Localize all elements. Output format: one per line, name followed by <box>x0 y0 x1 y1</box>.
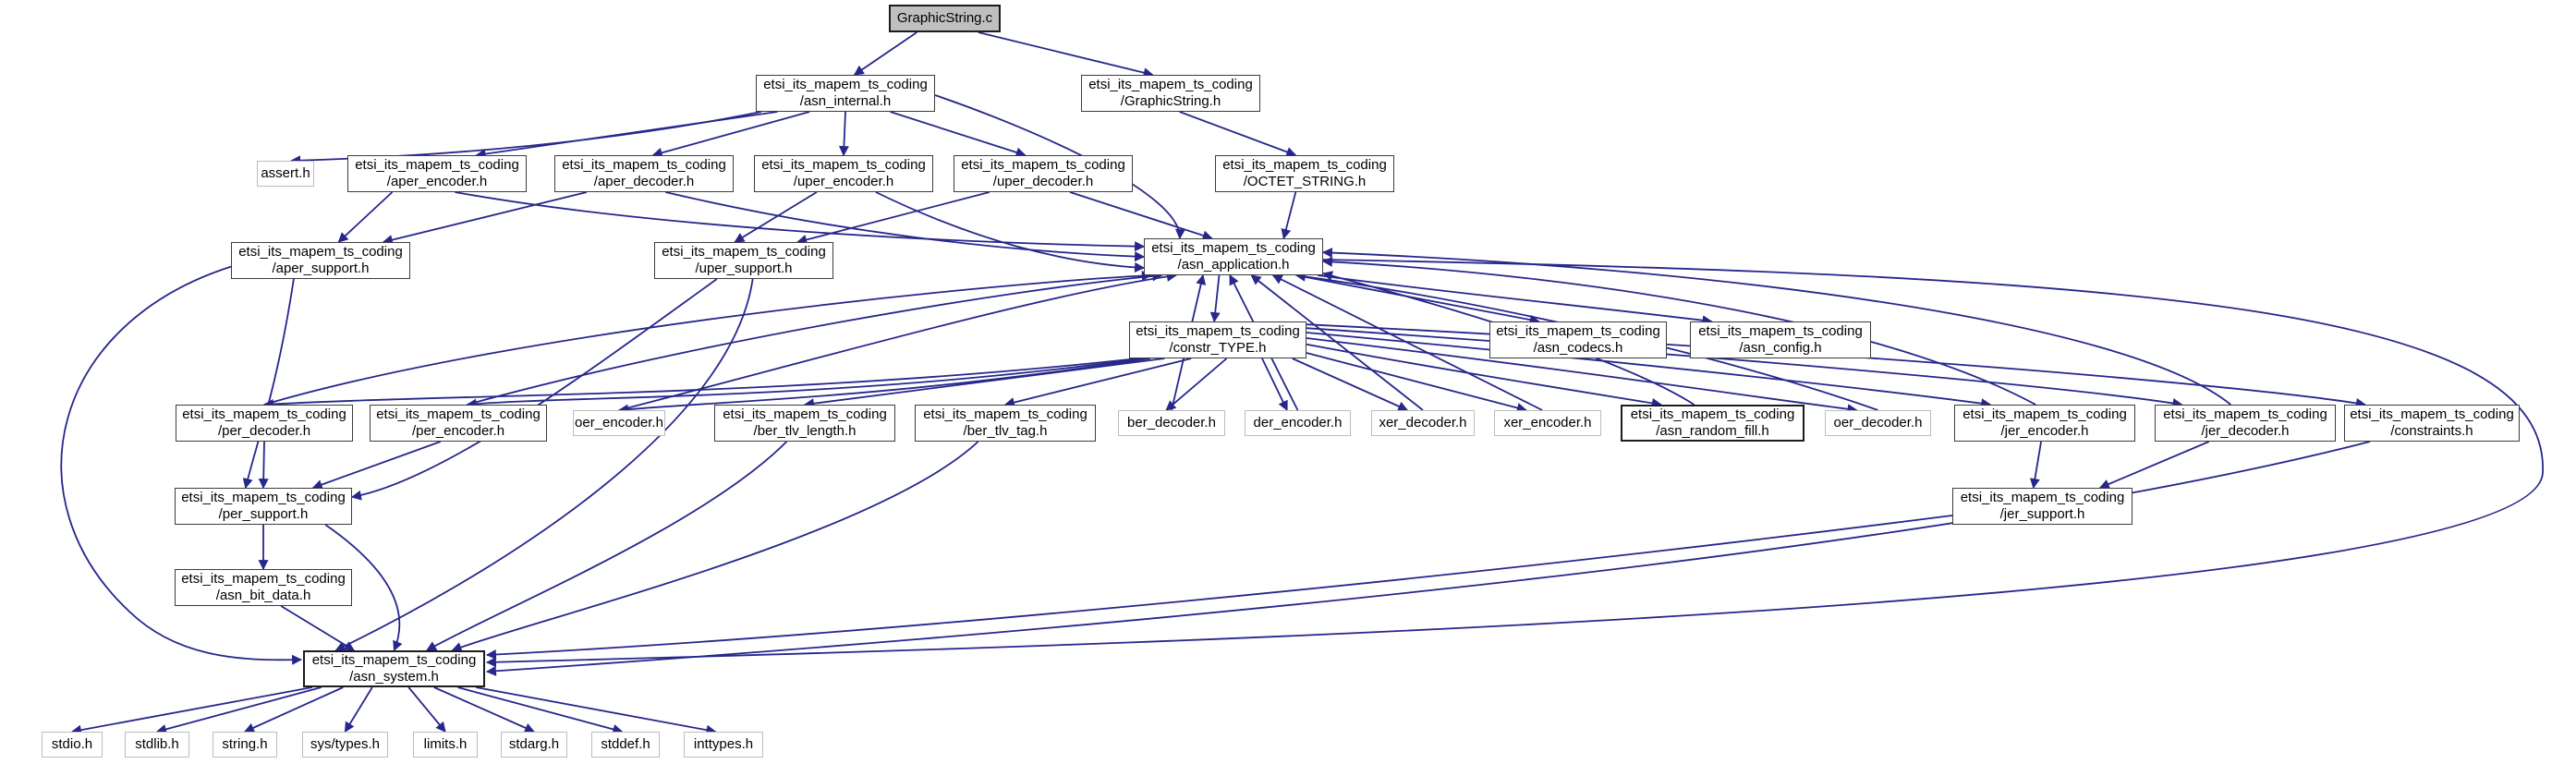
node-label-line1: etsi_its_mapem_ts_coding <box>238 244 403 260</box>
node-asn_system[interactable] <box>303 650 485 687</box>
node-label-line1: etsi_its_mapem_ts_coding <box>961 157 1125 173</box>
edge-per_decoder-to-asn_application <box>264 275 1151 405</box>
node-asn_codecs[interactable] <box>1489 321 1667 358</box>
node-ber_tlv_tag[interactable] <box>915 405 1096 442</box>
node-label-line2: /asn_random_fill.h <box>1656 423 1769 439</box>
node-label-line2: /ber_tlv_tag.h <box>963 423 1048 439</box>
node-label-line2: /asn_internal.h <box>799 93 892 109</box>
node-label-line1: xer_decoder.h <box>1379 415 1467 431</box>
node-label-line1: stdarg.h <box>508 736 560 752</box>
edge-uper_decoder-to-asn_application <box>1070 192 1212 238</box>
edge-uper_support-to-per_support <box>352 279 717 497</box>
edge-asn_system-to-limits <box>408 687 445 732</box>
edge-aper_encoder-to-aper_support <box>338 192 392 242</box>
node-per_support[interactable] <box>175 488 352 525</box>
node-xer_encoder[interactable] <box>1494 410 1601 436</box>
node-label-line1: etsi_its_mapem_ts_coding <box>562 157 726 173</box>
node-label-line1: etsi_its_mapem_ts_coding <box>1630 406 1795 422</box>
node-label-line1: sys/types.h <box>310 736 381 752</box>
node-stdlib[interactable] <box>125 732 189 758</box>
node-string_h[interactable] <box>213 732 277 758</box>
edge-per_encoder-to-per_support <box>313 442 441 488</box>
edge-uper_encoder-to-uper_support <box>735 192 817 242</box>
node-oer_encoder[interactable] <box>573 410 665 436</box>
node-label-line2: /jer_support.h <box>1999 506 2085 522</box>
node-label-line1: xer_encoder.h <box>1503 415 1592 431</box>
edge-asn_system-to-sys_types <box>346 687 372 732</box>
node-label-line2: /uper_decoder.h <box>992 174 1094 189</box>
node-label-line2: /ber_tlv_length.h <box>753 423 857 439</box>
edge-constr_type-to-per_decoder <box>264 358 1138 405</box>
edge-graphicstring_c-to-asn_internal <box>855 32 917 75</box>
node-label-line1: etsi_its_mapem_ts_coding <box>311 652 477 668</box>
node-label-line2: /aper_encoder.h <box>386 174 488 189</box>
node-octet_string[interactable] <box>1215 155 1394 192</box>
node-label-line1: etsi_its_mapem_ts_coding <box>1222 157 1387 173</box>
node-sys_types[interactable] <box>302 732 388 758</box>
node-stddef[interactable] <box>591 732 660 758</box>
node-ber_decoder[interactable] <box>1118 410 1225 436</box>
node-ber_tlv_length[interactable] <box>714 405 895 442</box>
node-label-line1: stddef.h <box>601 736 650 752</box>
edge-aper_support-to-per_support <box>246 279 294 488</box>
node-label-line1: etsi_its_mapem_ts_coding <box>761 157 926 173</box>
node-graphicstring_c[interactable] <box>889 5 1001 32</box>
node-inttypes[interactable] <box>684 732 763 758</box>
node-label-line1: etsi_its_mapem_ts_coding <box>923 406 1088 422</box>
node-label-line1: assert.h <box>261 165 310 181</box>
node-label-line1: der_encoder.h <box>1253 415 1343 431</box>
edge-ber_tlv_length-to-asn_system <box>427 442 786 650</box>
node-label-line1: etsi_its_mapem_ts_coding <box>181 490 346 505</box>
node-label-line1: etsi_its_mapem_ts_coding <box>376 406 541 422</box>
node-label-line2: /GraphicString.h <box>1120 93 1221 109</box>
node-label-line2: /aper_decoder.h <box>593 174 695 189</box>
node-label-line1: etsi_its_mapem_ts_coding <box>723 406 887 422</box>
edge-graphicstring_h-to-octet_string <box>1180 112 1296 155</box>
node-label-line1: etsi_its_mapem_ts_coding <box>1136 323 1300 339</box>
node-asn_random_fill[interactable] <box>1621 405 1804 442</box>
node-aper_support[interactable] <box>231 242 410 279</box>
edge-asn_application-to-asn_system <box>487 260 2543 662</box>
edge-jer_support-to-asn_system <box>487 515 1952 655</box>
node-aper_decoder[interactable] <box>554 155 734 192</box>
edge-asn_bit_data-to-asn_system <box>281 606 354 650</box>
node-label-line1: etsi_its_mapem_ts_coding <box>355 157 519 173</box>
node-label-line2: /constraints.h <box>2390 423 2473 439</box>
edge-asn_internal-to-uper_decoder <box>891 112 1026 155</box>
node-aper_encoder[interactable] <box>347 155 527 192</box>
edge-asn_internal-to-assert_h <box>291 112 761 161</box>
node-per_decoder[interactable] <box>176 405 353 442</box>
edge-jer_encoder-to-jer_support <box>2034 442 2041 488</box>
node-label-line1: etsi_its_mapem_ts_coding <box>182 406 346 422</box>
node-label-line1: etsi_its_mapem_ts_coding <box>763 77 928 92</box>
node-label-line1: string.h <box>222 736 268 752</box>
edge-asn_system-to-stdlib <box>157 687 322 732</box>
node-label-line1: etsi_its_mapem_ts_coding <box>2350 406 2514 422</box>
node-label-line2: /uper_encoder.h <box>793 174 894 189</box>
node-uper_support[interactable] <box>654 242 833 279</box>
node-label-line1: etsi_its_mapem_ts_coding <box>1088 77 1253 92</box>
node-asn_internal[interactable] <box>756 75 935 112</box>
edge-jer_encoder-to-asn_application <box>1323 261 2035 405</box>
node-constraints[interactable] <box>2344 405 2520 442</box>
node-label-line1: etsi_its_mapem_ts_coding <box>2163 406 2327 422</box>
node-label-line2: /asn_system.h <box>349 669 439 685</box>
node-label-line2: /constr_TYPE.h <box>1169 340 1267 356</box>
node-jer_decoder[interactable] <box>2155 405 2336 442</box>
node-label-line2: /asn_application.h <box>1177 257 1290 273</box>
node-label-line1: GraphicString.c <box>896 10 993 26</box>
edge-asn_system-to-stdio <box>72 687 312 732</box>
node-label-line1: etsi_its_mapem_ts_coding <box>1151 240 1316 256</box>
node-asn_application[interactable] <box>1144 238 1323 275</box>
node-oer_decoder[interactable] <box>1825 410 1931 436</box>
edge-constr_type-to-der_encoder <box>1262 358 1287 410</box>
edge-asn_internal-to-uper_encoder <box>844 112 845 155</box>
node-label-line1: etsi_its_mapem_ts_coding <box>662 244 826 260</box>
node-label-line1: etsi_its_mapem_ts_coding <box>1496 323 1660 339</box>
node-label-line1: etsi_its_mapem_ts_coding <box>1960 490 2125 505</box>
edge-asn_application-to-asn_config <box>1318 275 1711 321</box>
node-jer_support[interactable] <box>1952 488 2132 525</box>
node-label-line1: etsi_its_mapem_ts_coding <box>1698 323 1863 339</box>
node-graphicstring_h[interactable] <box>1081 75 1260 112</box>
edge-asn_application-to-constr_type <box>1214 275 1219 321</box>
node-label-line2: /per_support.h <box>218 506 309 522</box>
node-label-line2: /per_decoder.h <box>217 423 311 439</box>
node-limits[interactable] <box>413 732 478 758</box>
node-uper_decoder[interactable] <box>954 155 1133 192</box>
edge-per_decoder-to-per_support <box>263 442 264 488</box>
node-asn_bit_data[interactable] <box>175 569 352 606</box>
node-label-line2: /asn_config.h <box>1739 340 1822 356</box>
node-stdio[interactable] <box>42 732 103 758</box>
node-label-line2: /per_encoder.h <box>411 423 505 439</box>
node-label-line1: stdlib.h <box>135 736 179 752</box>
node-label-line1: oer_decoder.h <box>1833 415 1923 431</box>
node-label-line2: /jer_decoder.h <box>2201 423 2290 439</box>
node-uper_encoder[interactable] <box>754 155 933 192</box>
node-label-line1: etsi_its_mapem_ts_coding <box>1962 406 2127 422</box>
edge-graphicstring_c-to-graphicstring_h <box>978 32 1153 75</box>
edge-ber_tlv_tag-to-asn_system <box>453 442 978 650</box>
node-constr_type[interactable] <box>1129 321 1306 358</box>
node-assert_h[interactable] <box>257 161 314 187</box>
node-asn_config[interactable] <box>1690 321 1871 358</box>
edge-aper_decoder-to-aper_support <box>383 192 587 242</box>
node-per_encoder[interactable] <box>370 405 547 442</box>
edge-octet_string-to-asn_application <box>1283 192 1295 238</box>
node-label-line1: etsi_its_mapem_ts_coding <box>181 571 346 587</box>
edge-constr_type-to-ber_decoder <box>1166 358 1226 410</box>
node-label-line1: oer_encoder.h <box>575 415 663 431</box>
node-label-line2: /jer_encoder.h <box>2000 423 2089 439</box>
node-label-line2: /aper_support.h <box>272 261 370 276</box>
node-label-line2: /uper_support.h <box>695 261 793 276</box>
node-jer_encoder[interactable] <box>1954 405 2135 442</box>
node-label-line2: /asn_codecs.h <box>1533 340 1623 356</box>
node-label-line1: stdio.h <box>51 736 93 752</box>
edge-uper_support-to-asn_system <box>335 279 752 650</box>
node-label-line1: inttypes.h <box>693 736 754 752</box>
node-der_encoder[interactable] <box>1245 410 1351 436</box>
node-label-line2: /OCTET_STRING.h <box>1243 174 1367 189</box>
node-xer_decoder[interactable] <box>1371 410 1475 436</box>
node-label-line1: limits.h <box>423 736 468 752</box>
node-label-line2: /asn_bit_data.h <box>215 588 311 603</box>
node-label-line1: ber_decoder.h <box>1127 415 1216 431</box>
node-stdarg[interactable] <box>501 732 567 758</box>
